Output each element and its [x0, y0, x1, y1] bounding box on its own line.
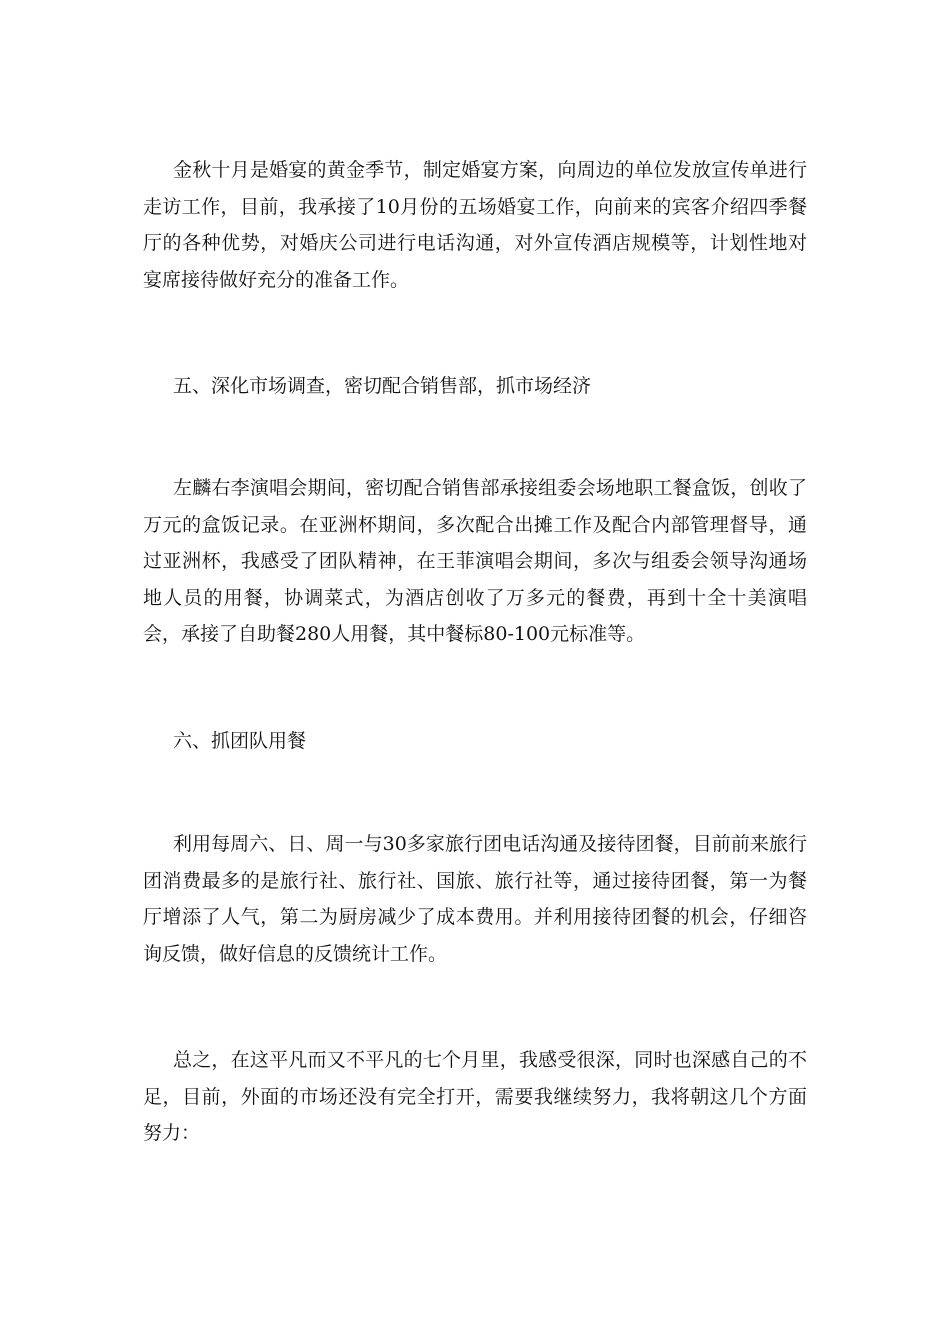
- section-heading-group-dining: 六、抓团队用餐: [173, 730, 307, 752]
- paragraph-wedding-season: 金秋十月是婚宴的黄金季节，制定婚宴方案，向周边的单位发放宣传单进行走访工作，目前，我承接了10月份的五场婚宴工作，向前来的宾客介绍四季餐厅的各种优势，对婚庆公司进行电话沟通，对外宣传酒店规模等，计划性地对宴席接待做好充分的准备工作。: [143, 159, 807, 291]
- paragraph-summary: 总之，在这平凡而又不平凡的七个月里，我感受很深，同时也深感自己的不足，目前，外面的市场还没有完全打开，需要我继续努力，我将朝这几个方面努力：: [143, 1049, 807, 1144]
- paragraph-travel-groups: 利用每周六、日、周一与30多家旅行团电话沟通及接待团餐，目前前来旅行团消费最多的是旅行社、旅行社、国旅、旅行社等，通过接待团餐，第一为餐厅增添了人气，第二为厨房减少了成本费用。并利用接待团餐的机会，仔细咨询反馈，做好信息的反馈统计工作。: [143, 833, 807, 965]
- section-heading-market-research: 五、深化市场调查，密切配合销售部，抓市场经济: [173, 375, 592, 397]
- paragraph-concert-catering: 左麟右李演唱会期间，密切配合销售部承接组委会场地职工餐盒饭，创收了万元的盒饭记录。在亚洲杯期间，多次配合出摊工作及配合内部管理督导，通过亚洲杯，我感受了团队精神，在王菲演唱会期间，多次与组委会领导沟通场地人员的用餐，协调菜式，为酒店创收了万多元的餐费，再到十全十美演唱会，承接了自助餐280人用餐，其中餐标80-100元标准等。: [143, 477, 807, 645]
